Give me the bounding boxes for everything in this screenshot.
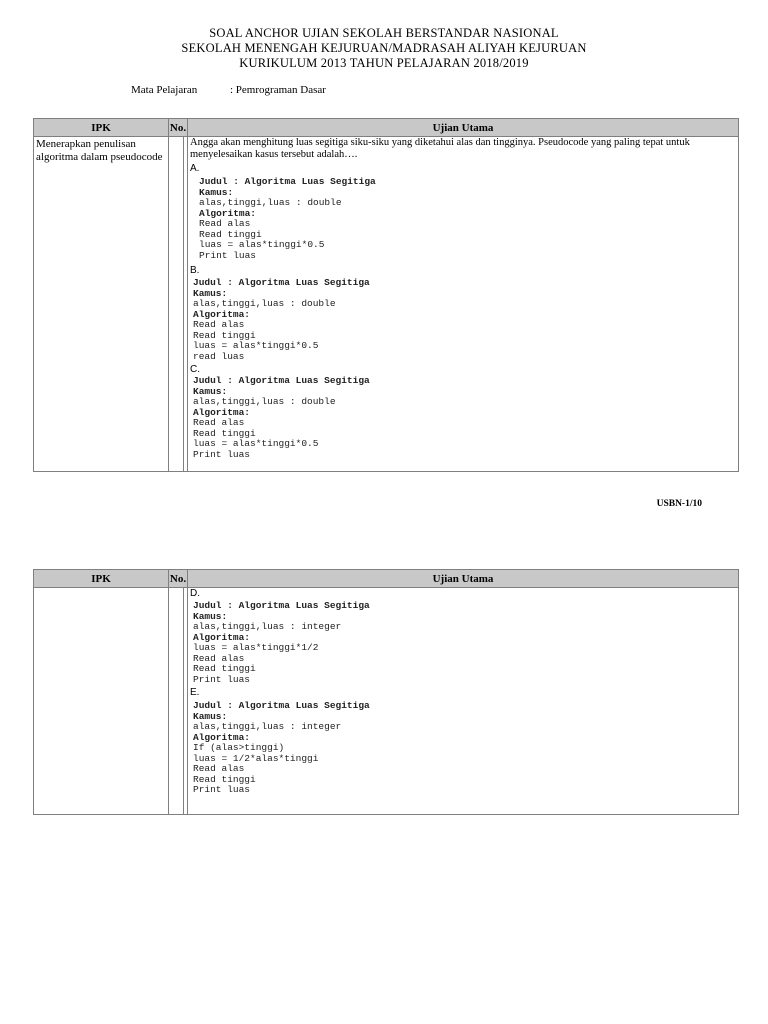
table-header-row xyxy=(34,119,739,137)
option-c-code: Judul : Algoritma Luas Segitiga Kamus: alas,tinggi,luas : double Algoritma: Read alas Read tinggi luas = alas*tinggi*0.5 Print luas xyxy=(193,375,370,460)
ipk-header: IPK xyxy=(34,570,169,588)
question-cell xyxy=(188,137,739,472)
option-e-code: Judul : Algoritma Luas Segitiga Kamus: alas,tinggi,luas : integer Algoritma: If (alas>tinggi) luas = 1/2*alas*tinggi Read alas Read tinggi Print luas xyxy=(193,700,370,795)
option-d-label: D. xyxy=(190,588,200,599)
option-b-code: Judul : Algoritma Luas Segitiga Kamus: alas,tinggi,luas : double Algoritma: Read alas Read tinggi luas = alas*tinggi*0.5 read luas xyxy=(193,277,370,362)
no-header: No. xyxy=(169,570,188,588)
question-text: Angga akan menghitung luas segitiga siku-siku yang diketahui alas dan tingginya. Pseudocode yang paling tepat untuk menyelesaikan kasus tersebut adalah…. xyxy=(190,137,690,160)
ipk-cell xyxy=(34,588,169,815)
table-header-row xyxy=(34,570,739,588)
option-c-label: C. xyxy=(190,364,200,375)
number-cell xyxy=(169,137,188,472)
option-d-code: Judul : Algoritma Luas Segitiga Kamus: alas,tinggi,luas : integer Algoritma: luas = alas*tinggi*1/2 Read alas Read tinggi Print luas xyxy=(193,600,370,685)
question-table-2 xyxy=(33,569,739,815)
option-a-label: A. xyxy=(190,163,200,174)
table-row xyxy=(34,588,739,815)
ipk-header: IPK xyxy=(34,119,169,137)
table-row xyxy=(34,137,739,472)
document-title xyxy=(0,26,768,71)
question-cell xyxy=(188,588,739,815)
subject-value: : Pemrograman Dasar xyxy=(230,84,326,96)
title-line-1: SOAL ANCHOR UJIAN SEKOLAH BERSTANDAR NASIONAL xyxy=(209,26,559,40)
page-footer: USBN-1/10 xyxy=(656,499,702,509)
number-cell xyxy=(169,588,188,815)
option-e-label: E. xyxy=(190,687,200,698)
main-header: Ujian Utama xyxy=(188,570,739,588)
no-header: No. xyxy=(169,119,188,137)
title-line-2: SEKOLAH MENENGAH KEJURUAN/MADRASAH ALIYAH KEJURUAN xyxy=(181,41,587,55)
option-a-code: Judul : Algoritma Luas Segitiga Kamus: alas,tinggi,luas : double Algoritma: Read alas Read tinggi luas = alas*tinggi*0.5 Print luas xyxy=(199,176,376,261)
title-line-3: KURIKULUM 2013 TAHUN PELAJARAN 2018/2019 xyxy=(239,56,529,70)
question-table-1 xyxy=(33,118,739,472)
subject-label: Mata Pelajaran xyxy=(131,84,198,96)
ipk-text: Menerapkan penulisan algoritma dalam pseudocode xyxy=(36,138,163,163)
option-b-label: B. xyxy=(190,265,200,276)
ipk-cell xyxy=(34,137,169,472)
main-header: Ujian Utama xyxy=(188,119,739,137)
